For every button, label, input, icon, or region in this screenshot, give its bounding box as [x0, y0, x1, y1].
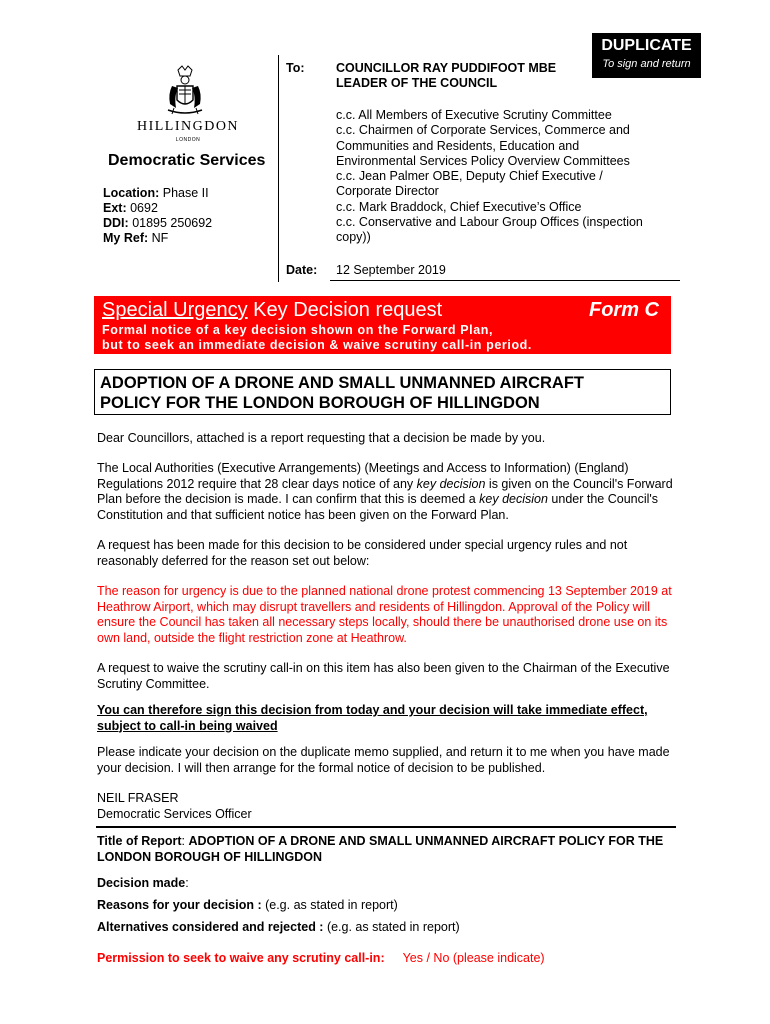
decision-instruction-paragraph: Please indicate your decision on the duplicate memo supplied, and return it to me when you have made your decision. I will then arrange for the formal notice of decision to be published.	[97, 745, 670, 775]
permission-label: Permission to seek to waive any scrutiny call-in:	[97, 951, 385, 965]
cc-line: Communities and Residents, Education and	[336, 138, 580, 153]
ddi-value: 01895 250692	[132, 216, 213, 230]
cc-line: c.c. Jean Palmer OBE, Deputy Chief Executive /	[336, 169, 603, 184]
report-title-line: POLICY FOR THE LONDON BOROUGH OF HILLINGDON	[100, 394, 540, 412]
regulations-paragraph	[97, 461, 677, 523]
regulations-text: under the Council's Constitution and that sufficient notice has been given on the Forward Plan.	[97, 492, 659, 522]
date-label: Date:	[286, 263, 318, 277]
urgency-reason-paragraph: The reason for urgency is due to the planned national drone protest commencing 13 September 2019 at Heathrow Airport, which may disrupt travellers and residents of Hillingdon. Approval of the Policy will ensure the Council has taken all necessary steps locally, should there be unauthorised drone use on its own land, outside the flight restriction zone at Heathrow.	[97, 584, 672, 645]
borough-subtitle: LONDON	[175, 137, 201, 143]
stamp-subtitle: To sign and return	[602, 58, 691, 70]
reasons-field[interactable]	[97, 898, 677, 914]
report-title-label: Title of Report	[97, 834, 182, 848]
banner-heading-rest: Key Decision request	[247, 299, 443, 321]
ddi-label: DDI:	[103, 216, 129, 230]
date-underline	[330, 280, 680, 281]
ref-label: My Ref:	[103, 231, 149, 245]
permission-value[interactable]: Yes / No (please indicate)	[402, 951, 545, 965]
regulations-text: is given on the Council's Forward Plan before the decision is made. I can confirm that this is deemed a	[97, 476, 673, 506]
signatory-title: Democratic Services Officer	[97, 806, 252, 821]
report-title-box	[94, 369, 671, 415]
key-decision-emphasis: key decision	[416, 476, 486, 491]
cc-line: c.c. Mark Braddock, Chief Executive’s Office	[336, 199, 582, 214]
stamp-title: DUPLICATE	[601, 37, 692, 54]
header-divider	[278, 55, 279, 282]
department-name: Democratic Services	[108, 152, 266, 169]
cc-line: c.c. Chairmen of Corporate Services, Commerce and	[336, 123, 630, 138]
contact-details	[103, 186, 212, 246]
report-title-field	[97, 834, 677, 865]
section-divider	[96, 826, 676, 828]
regulations-text: The Local Authorities (Executive Arrangements) (Meetings and Access to Information) (England) Regulations 2012 require that 28 clear days notice of any	[97, 461, 629, 491]
to-label: To:	[286, 61, 305, 75]
cc-line: Corporate Director	[336, 184, 439, 199]
ref-value: NF	[151, 231, 169, 245]
location-value: Phase II	[162, 186, 209, 200]
cc-line: c.c. All Members of Executive Scrutiny Committee	[336, 108, 612, 122]
duplicate-stamp	[592, 33, 701, 78]
borough-crest-icon	[160, 64, 210, 119]
signatory-name: NEIL FRASER	[97, 791, 179, 805]
urgency-banner	[94, 296, 671, 354]
alternatives-label: Alternatives considered and rejected :	[97, 920, 324, 934]
recipient	[336, 61, 556, 91]
decision-made-colon: :	[185, 876, 189, 890]
decision-made-label: Decision made	[97, 876, 186, 890]
banner-heading-underlined: Special Urgency	[102, 299, 248, 321]
report-title	[100, 373, 584, 413]
alternatives-hint: (e.g. as stated in report)	[323, 920, 460, 934]
recipient-name: COUNCILLOR RAY PUDDIFOOT MBE	[336, 61, 557, 75]
cc-line: copy))	[336, 230, 371, 245]
borough-name: HILLINGDON	[136, 119, 240, 134]
sign-instruction-paragraph: You can therefore sign this decision from today and your decision will take immediate effect, subject to call-in being waived	[97, 703, 648, 733]
form-label: Form C	[589, 299, 659, 321]
banner-subtitle	[102, 323, 532, 353]
reasons-label: Reasons for your decision :	[97, 898, 262, 912]
report-title-value: ADOPTION OF A DRONE AND SMALL UNMANNED AIRCRAFT POLICY FOR THE LONDON BOROUGH OF HILLINGDON	[97, 834, 664, 864]
ext-value: 0692	[130, 201, 158, 215]
key-decision-emphasis: key decision	[479, 492, 548, 506]
cc-list	[336, 108, 666, 246]
date-value: 12 September 2019	[336, 263, 446, 277]
reasons-hint: (e.g. as stated in report)	[261, 898, 398, 912]
urgency-request-paragraph: A request has been made for this decision to be considered under special urgency rules and not reasonably deferred for the reason set out below:	[97, 538, 628, 568]
report-title-colon: :	[181, 834, 189, 848]
cc-line: c.c. Conservative and Labour Group Offices (inspection	[336, 215, 643, 230]
alternatives-field[interactable]	[97, 920, 677, 936]
banner-sub-line: but to seek an immediate decision & waive scrutiny call-in period.	[102, 338, 532, 352]
ext-label: Ext:	[103, 201, 127, 215]
banner-sub-line: Formal notice of a key decision shown on the Forward Plan,	[102, 323, 494, 337]
banner-heading	[102, 299, 442, 322]
signature-block	[97, 791, 677, 822]
location-label: Location:	[103, 186, 160, 200]
decision-made-field[interactable]	[97, 876, 677, 892]
call-in-paragraph: A request to waive the scrutiny call-in on this item has also been given to the Chairman of the Executive Scrutiny Committee.	[97, 661, 670, 691]
permission-field[interactable]	[97, 951, 677, 967]
cc-line: Environmental Services Policy Overview Committees	[336, 153, 630, 168]
report-title-line: ADOPTION OF A DRONE AND SMALL UNMANNED AIRCRAFT	[100, 374, 584, 392]
recipient-role: LEADER OF THE COUNCIL	[336, 76, 498, 90]
greeting-paragraph: Dear Councillors, attached is a report requesting that a decision be made by you.	[97, 431, 546, 445]
